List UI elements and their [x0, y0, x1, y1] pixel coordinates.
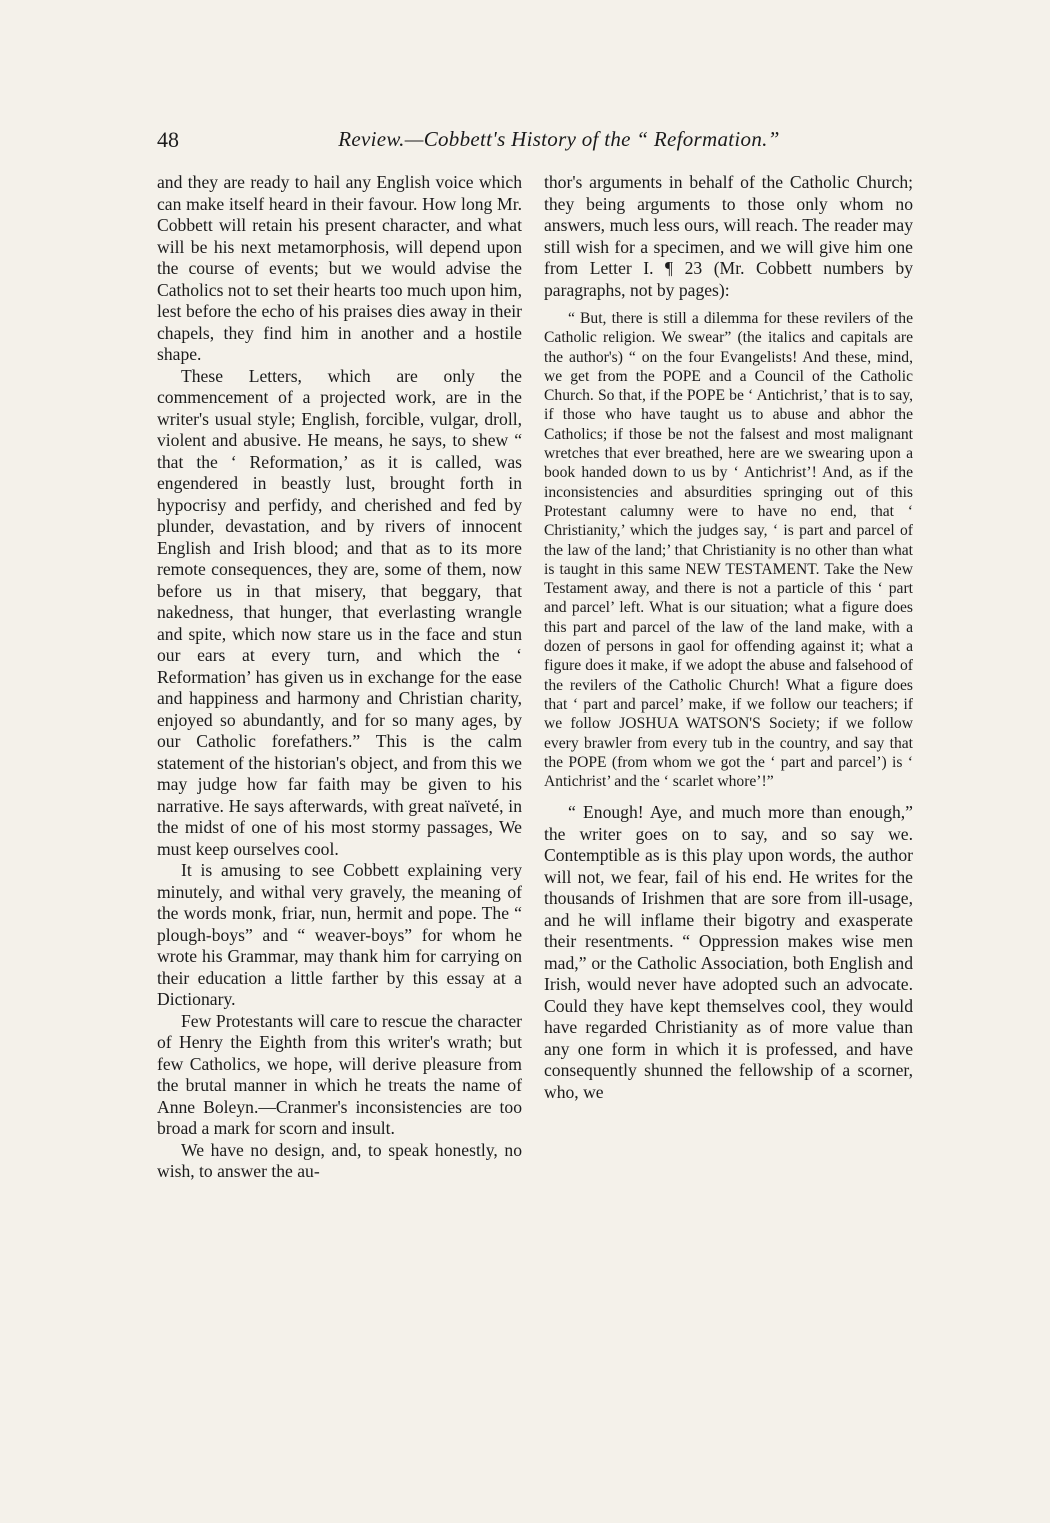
page-header	[157, 127, 917, 159]
right-column	[544, 172, 913, 1103]
page-number: 48	[157, 127, 179, 152]
paragraph: “ Enough! Aye, and much more than enough,” the writer goes on to say, and so say we. Contemptible as is this play upon words, the author will not, we fear, fail of his end. He writes for the thousands of Irishmen that are sore from ill-usage, and he will inflame their bigotry and exasperate their resentments. “ Oppression makes wise men mad,” or the Catholic Association, both English and Irish, would never have adopted such an advocate. Could they have kept themselves cool, they would have regarded Christianity as of more value than any one form in which it is professed, and have consequently shunned the fellowship of a scorner, who, we	[544, 802, 913, 1102]
paragraph: and they are ready to hail any English voice which can make itself heard in their favour. How long Mr. Cobbett will retain his present character, and what will be his next metamorphosis, will depend upon the course of events; but we would advise the Catholics not to set their hearts too much upon him, lest before the echo of his praises dies away in their chapels, they find him in another and a hostile shape.	[157, 172, 522, 364]
paragraph: thor's arguments in behalf of the Catholic Church; they being arguments to those only whom no answers, much less ours, will reach. The reader may still wish for a specimen, and we will give him one from Letter I. ¶ 23 (Mr. Cobbett numbers by paragraphs, not by pages):	[544, 172, 913, 300]
running-head: Review.—Cobbett's History of the “ Reformation.”	[338, 127, 780, 151]
paragraph: We have no design, and, to speak honestly, no wish, to answer the au-	[157, 1139, 522, 1181]
left-column	[157, 172, 522, 1183]
paragraph: It is amusing to see Cobbett explaining very minutely, and withal very gravely, the meaning of the words monk, friar, nun, hermit and pope. The “ plough-boys” and “ weaver-boys” for whom he wrote his Grammar, may thank him for carrying on their education a little farther by this essay at a Dictionary.	[157, 860, 522, 1009]
block-quote: “ But, there is still a dilemma for these revilers of the Catholic religion. We swear” (the italics and capitals are the author's) “ on the four Evangelists! And these, mind, we get from the POPE and a Council of the Catholic Church. So that, if the POPE be ‘ Antichrist,’ that is to say, if those who have taught us to abuse and abhor the Catholics; if those be not the falsest and most malignant wretches that ever breathed, here are we swearing upon a book handed down to us by ‘ Antichrist’! And, as if the inconsistencies and absurdities springing out of this Protestant calumny were to have no end, that ‘ Christianity,’ which the judges say, ‘ is part and parcel of the law of the land;’ that Christianity is no other than what is taught in this same NEW TESTAMENT. Take the New Testament away, and there is not a particle of this ‘ part and parcel’ left. What is our situation; what a figure does this part and parcel of the law of the land make, with a dozen of persons in gaol for offending against it; what a figure does it make, if we adopt the abuse and falsehood of the revilers of the Catholic Church! What a figure does that ‘ part and parcel’ make, if we follow our teachers; if we follow JOSHUA WATSON'S Society; if we follow every brawler from every tub in the country, and say that the POPE (from whom we got the ‘ part and parcel’) is ‘ Antichrist’ and the ‘ scarlet whore’!”	[544, 310, 913, 791]
paragraph: Few Protestants will care to rescue the character of Henry the Eighth from this writer's wrath; but few Catholics, we hope, will derive pleasure from the brutal manner in which he treats the name of Anne Boleyn.—Cranmer's inconsistencies are too broad a mark for scorn and insult.	[157, 1010, 522, 1138]
paragraph: These Letters, which are only the commencement of a projected work, are in the writer's usual style; English, forcible, vulgar, droll, violent and abusive. He means, he says, to shew “ that the ‘ Reformation,’ as it is called, was engendered in beastly lust, brought forth in hypocrisy and perfidy, and cherished and fed by plunder, devastation, and by rivers of innocent English and Irish blood; and that as to its more remote consequences, they are, some of them, now before us in that misery, that beggary, that nakedness, that hunger, that everlasting wrangle and spite, which now stare us in the face and stun our ears at every turn, and which the ‘ Reformation’ has given us in exchange for the ease and happiness and harmony and Christian charity, enjoyed so abundantly, and for so many ages, by our Catholic forefathers.” This is the calm statement of the historian's object, and from this we may judge how far faith may be given to his narrative. He says afterwards, with great naïveté, in the midst of one of his most stormy passages, We must keep ourselves cool.	[157, 365, 522, 859]
